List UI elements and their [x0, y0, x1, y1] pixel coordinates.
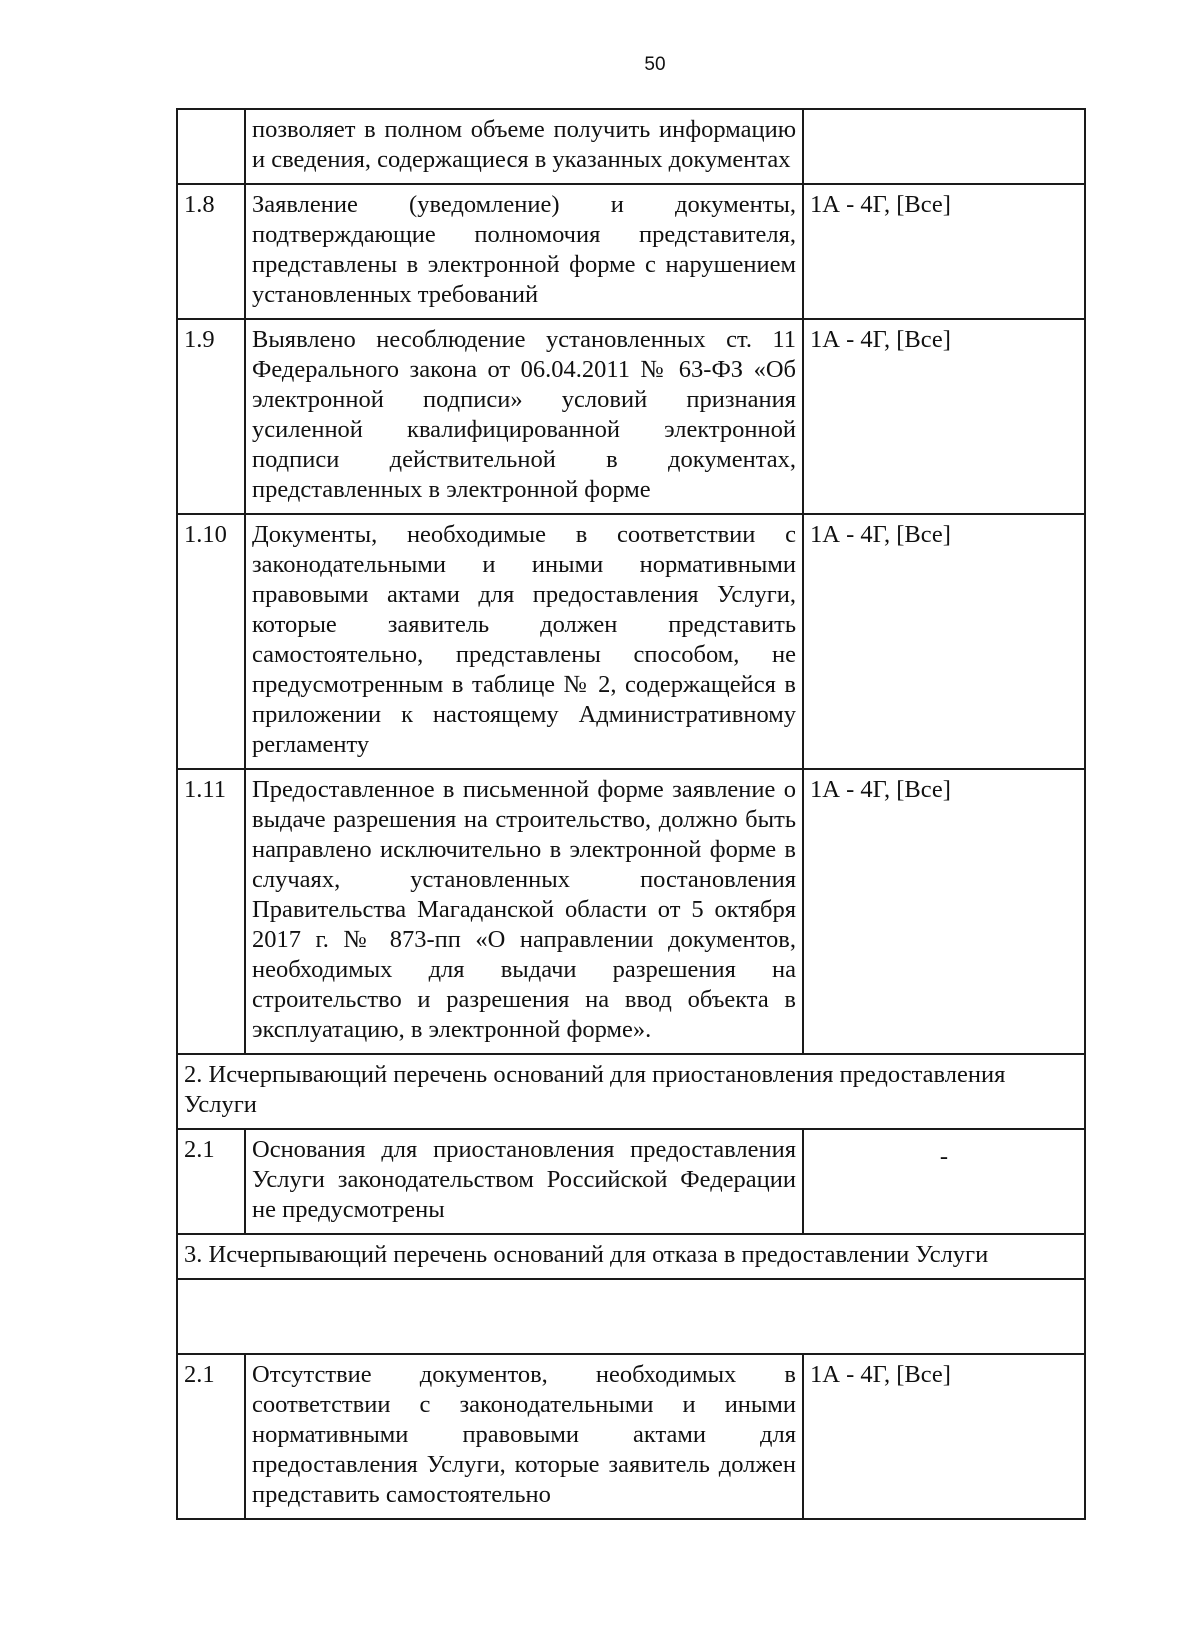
section-heading: 3. Исчерпывающий перечень оснований для отказа в предоставлении Услуги [177, 1234, 1085, 1279]
section-heading: 2. Исчерпывающий перечень оснований для приостановления предоставления Услуги [177, 1054, 1085, 1129]
table-row [177, 184, 1085, 319]
row-text: Основания для приостановления предоставления Услуги законодательством Российской Федерации не предусмотрены [245, 1129, 803, 1234]
row-code: 1А - 4Г, [Все] [803, 184, 1085, 319]
table-row [177, 514, 1085, 769]
table-row [177, 1354, 1085, 1519]
row-text: Предоставленное в письменной форме заявление о выдаче разрешения на строительство, должно быть направлено исключительно в электронной форме в случаях, установленных постановления Правительства Магаданской области от 5 октября 2017 г. № 873-пп «О направлении документов, необходимых для выдачи разрешения на строительство и разрешения на ввод объекта в эксплуатацию, в электронной форме». [245, 769, 803, 1054]
table-row [177, 319, 1085, 514]
row-code: - [803, 1129, 1085, 1234]
row-code: 1А - 4Г, [Все] [803, 769, 1085, 1054]
row-text: позволяет в полном объеме получить информацию и сведения, содержащиеся в указанных документах [245, 109, 803, 184]
row-number: 2.1 [177, 1354, 245, 1519]
grounds-table [176, 108, 1086, 1520]
row-text: Выявлено несоблюдение установленных ст. 11 Федерального закона от 06.04.2011 № 63-ФЗ «Об электронной подписи» условий признания усиленной квалифицированной электронной подписи действительной в документах, представленных в электронной форме [245, 319, 803, 514]
row-number: 1.9 [177, 319, 245, 514]
section-heading-row [177, 1054, 1085, 1129]
row-code: 1А - 4Г, [Все] [803, 514, 1085, 769]
row-number: 1.10 [177, 514, 245, 769]
empty-cell [177, 1279, 1085, 1354]
table-row [177, 1129, 1085, 1234]
row-number: 1.8 [177, 184, 245, 319]
page-number: 50 [644, 54, 666, 75]
row-code: 1А - 4Г, [Все] [803, 1354, 1085, 1519]
row-code [803, 109, 1085, 184]
section-heading-row [177, 1234, 1085, 1279]
row-code: 1А - 4Г, [Все] [803, 319, 1085, 514]
table-row [177, 769, 1085, 1054]
row-text: Документы, необходимые в соответствии с законодательными и иными нормативными правовыми актами для предоставления Услуги, которые заявитель должен представить самостоятельно, представлены способом, не предусмотренным в таблице № 2, содержащейся в приложении к настоящему Административному регламенту [245, 514, 803, 769]
row-number: 2.1 [177, 1129, 245, 1234]
row-text: Отсутствие документов, необходимых в соответствии с законодательными и иными нормативными правовыми актами для предоставления Услуги, которые заявитель должен представить самостоятельно [245, 1354, 803, 1519]
row-text: Заявление (уведомление) и документы, подтверждающие полномочия представителя, представлены в электронной форме с нарушением установленных требований [245, 184, 803, 319]
row-number: 1.11 [177, 769, 245, 1054]
table-row [177, 109, 1085, 184]
spacer-row [177, 1279, 1085, 1354]
row-number [177, 109, 245, 184]
